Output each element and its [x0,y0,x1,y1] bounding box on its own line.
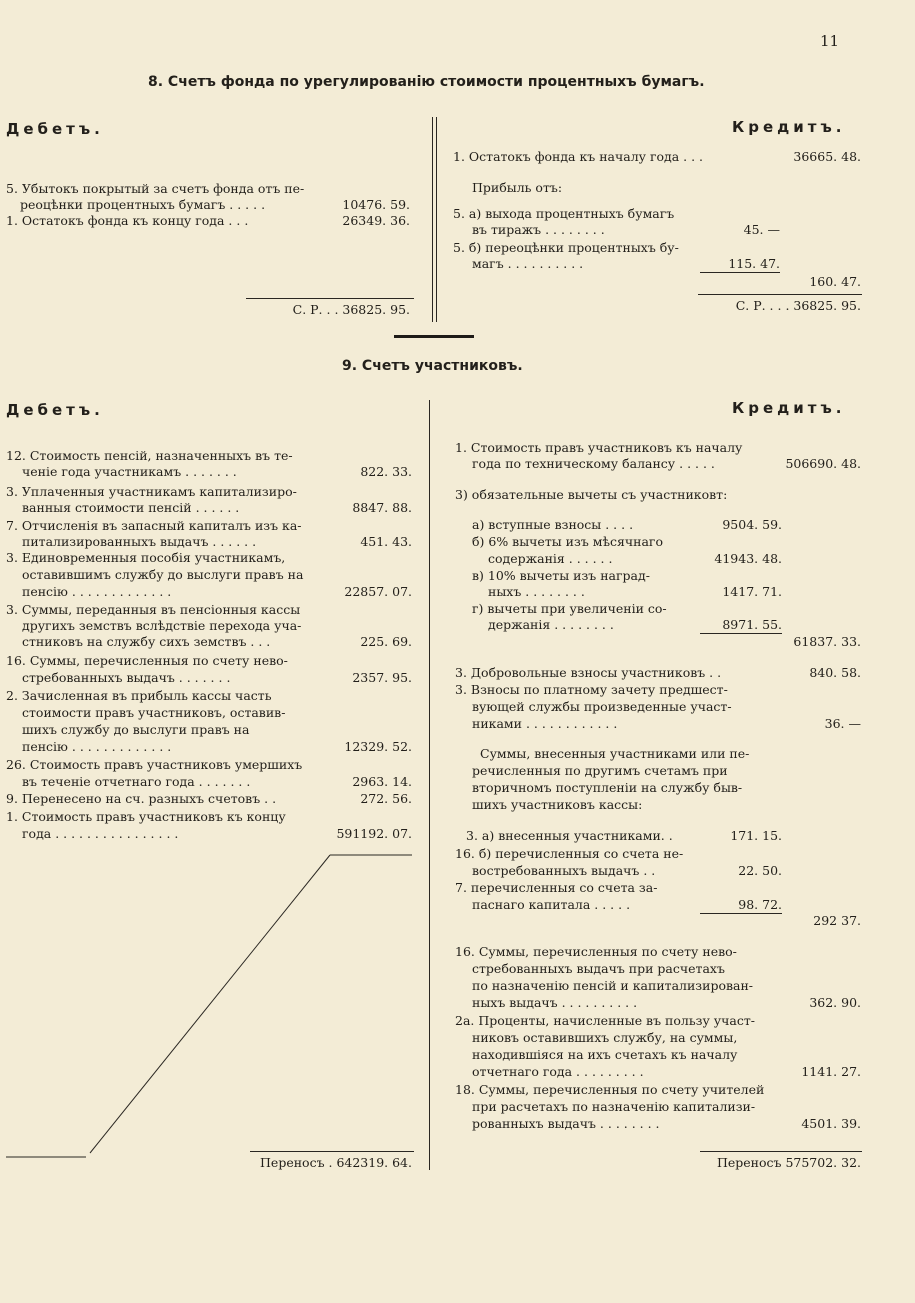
s9-debit-line: 3. Суммы, переданныя въ пенсіонныя кассы [6,602,301,617]
page-number: 11 [820,32,840,50]
s9-debit-line: 1. Стоимость правъ участниковъ къ концу [6,809,286,824]
s9-credit-subamount: 1417. 71. [722,584,782,599]
section-9-credit-header: Кредитъ. [732,399,846,417]
s9-debit-line: 12. Стоимость пенсій, назначенныхъ въ те- [6,448,293,463]
s9-debit-line: 3. Уплаченныя участникамъ капитализиро- [6,484,297,499]
s8-column-divider [436,117,437,322]
s9-credit-line: востребованныхъ выдачъ . . [472,863,656,878]
s9-credit-amount: 506690. 48. [785,456,861,471]
s8-column-divider [432,117,433,322]
s9-credit-line: 3. Взносы по платному зачету предшест- [455,682,728,697]
s9-credit-line: вторичномъ поступленіи на службу быв- [472,780,743,795]
s9-credit-line: 2а. Проценты, начисленные въ пользу участ- [455,1013,755,1028]
s9-credit-amount: 292 37. [813,913,861,928]
s9-credit-line: ныхъ выдачъ . . . . . . . . . . [472,995,638,1010]
s8-debit-line: 5. Убытокъ покрытый за счетъ фонда отъ пе- [6,181,305,196]
s8-debit-amount: 26349. 36. [342,213,410,228]
s8-debit-amount: 10476. 59. [342,197,410,212]
s9-debit-line: 7. Отчисленія въ запасный капиталъ изъ ка- [6,518,302,533]
s9-credit-line: б) 6% вычеты изъ мѣсячнаго [472,534,664,549]
s9-debit-amount: 22857. 07. [344,584,412,599]
s9-credit-amount: 1141. 27. [801,1064,861,1079]
s9-credit-subamount: 98. 72. [738,897,782,912]
s9-debit-line: 26. Стоимость правъ участниковъ умершихъ [6,757,303,772]
s9-credit-line: 3) обязательные вычеты съ участниковт: [455,487,728,502]
s9-credit-line: вующей службы произведенные участ- [472,699,732,714]
section-separator [394,335,474,338]
s9-credit-subamount: 41943. 48. [714,551,782,566]
s9-credit-amount: 61837. 33. [793,634,861,649]
s9-debit-line: года . . . . . . . . . . . . . . . . [22,826,179,841]
s8-debit-total: С. Р. . . 36825. 95. [292,302,410,317]
s9-debit-amount: 225. 69. [360,634,412,649]
section-8-debit-header: Дебетъ. [6,120,104,138]
s9-debit-line: оставившимъ службу до выслуги правъ на [22,567,304,582]
s9-credit-subamount: 22. 50. [738,863,782,878]
s8-credit-line: 1. Остатокъ фонда къ началу года . . . [453,149,704,164]
s9-debit-amount: 8847. 88. [352,500,412,515]
s8-credit-subamount: 45. — [743,222,780,237]
s9-credit-subrule [700,913,782,914]
s9-debit-line: ванныя стоимости пенсій . . . . . . [22,500,240,515]
s8-credit-subrule [700,272,780,273]
s9-credit-carry: Переносъ 575702. 32. [716,1155,861,1170]
s8-credit-line: 5. б) переоцѣнки процентныхъ бу- [453,240,679,255]
s9-debit-amount: 822. 33. [360,464,412,479]
section-9-debit-header: Дебетъ. [6,401,104,419]
blank-space-strike [0,845,430,1165]
s9-credit-subamount: 8971. 55. [722,617,782,632]
s9-credit-line: отчетнаго года . . . . . . . . . [472,1064,644,1079]
s9-debit-line: 9. Перенесено на сч. разныхъ счетовъ . . [6,791,277,806]
s8-credit-amount: 36665. 48. [793,149,861,164]
s9-debit-amount: 591192. 07. [336,826,412,841]
s9-credit-line: речисленныя по другимъ счетамъ при [472,763,728,778]
s9-credit-line: стребованныхъ выдачъ при расчетахъ [472,961,725,976]
s9-credit-line: 16. Суммы, перечисленныя по счету нево- [455,944,737,959]
s9-credit-line: никовъ оставившихъ службу, на суммы, [472,1030,738,1045]
s9-debit-amount: 272. 56. [360,791,412,806]
s9-credit-line: держанія . . . . . . . . [488,617,614,632]
s9-debit-amount: 2963. 14. [352,774,412,789]
s9-debit-line: 2. Зачисленная въ прибыль кассы часть [6,688,272,703]
s9-debit-line: стоимости правъ участниковъ, оставив- [22,705,286,720]
s9-credit-line: ныхъ . . . . . . . . [488,584,585,599]
s9-credit-subrule [700,633,782,634]
s9-credit-amount: 36. — [824,716,861,731]
s9-credit-line: содержанія . . . . . . [488,551,613,566]
s9-credit-line: по назначенію пенсій и капитализирован- [472,978,754,993]
s9-debit-line: 3. Единовременныя пособія участникамъ, [6,550,286,565]
s9-debit-amount: 12329. 52. [344,739,412,754]
s9-debit-line: пенсію . . . . . . . . . . . . . [22,739,172,754]
section-9-title: 9. Счетъ участниковъ. [342,358,523,374]
s8-credit-line: Прибыль отъ: [472,180,563,195]
s9-credit-line: а) вступные взносы . . . . [472,517,634,532]
s9-debit-amount: 2357. 95. [352,670,412,685]
s9-credit-line: Суммы, внесенныя участниками или пе- [480,746,750,761]
s8-debit-line: 1. Остатокъ фонда къ концу года . . . [6,213,249,228]
s9-credit-line: 1. Стоимость правъ участниковъ къ началу [455,440,743,455]
section-8-credit-header: Кредитъ. [732,118,846,136]
s9-credit-line: никами . . . . . . . . . . . . [472,716,618,731]
s9-debit-line: 16. Суммы, перечисленныя по счету нево- [6,653,288,668]
s9-debit-rule [250,1151,414,1152]
s9-credit-line: шихъ участниковъ кассы: [472,797,643,812]
s9-credit-subamount: 171. 15. [730,828,782,843]
s8-credit-total: С. Р. . . . 36825. 95. [735,298,861,313]
s9-debit-line: питализированныхъ выдачъ . . . . . . [22,534,257,549]
s9-credit-line: 3. Добровольные взносы участниковъ . . [455,665,722,680]
s8-credit-rule [698,294,862,295]
s8-credit-line: магъ . . . . . . . . . . [472,256,584,271]
s9-credit-line: 18. Суммы, перечисленныя по счету учителей [455,1082,765,1097]
s9-credit-amount: 840. 58. [809,665,861,680]
s9-credit-subamount: 9504. 59. [722,517,782,532]
s8-debit-rule [246,298,414,299]
s8-credit-amount: 160. 47. [809,274,861,289]
s8-credit-subamount: 115. 47. [728,256,780,271]
s9-credit-line: в) 10% вычеты изъ наград- [472,568,650,583]
s9-credit-line: г) вычеты при увеличеніи со- [472,601,667,616]
s9-credit-line: 16. б) перечисленныя со счета не- [455,846,684,861]
s9-debit-line: стребованныхъ выдачъ . . . . . . . [22,670,231,685]
s8-debit-line: реоцѣнки процентныхъ бумагъ . . . . . [20,197,266,212]
s9-credit-amount: 4501. 39. [801,1116,861,1131]
s9-debit-amount: 451. 43. [360,534,412,549]
section-8-title: 8. Счетъ фонда по урегулированію стоимости процентныхъ бумагъ. [148,74,705,90]
s9-debit-line: въ теченіе отчетнаго года . . . . . . . [22,774,251,789]
s9-credit-line: находившіяся на ихъ счетахъ къ началу [472,1047,738,1062]
s9-debit-line: ченіе года участникамъ . . . . . . . [22,464,237,479]
s9-debit-carry: Переносъ . 642319. 64. [260,1155,412,1170]
s9-credit-line: рованныхъ выдачъ . . . . . . . . [472,1116,660,1131]
s9-debit-line: пенсію . . . . . . . . . . . . . [22,584,172,599]
s9-credit-rule [700,1151,862,1152]
s9-debit-line: шихъ службу до выслуги правъ на [22,722,250,737]
s8-credit-line: въ тиражъ . . . . . . . . [472,222,605,237]
s9-credit-line: 3. а) внесенныя участниками. . [466,828,673,843]
s9-credit-line: паснаго капитала . . . . . [472,897,631,912]
s9-credit-amount: 362. 90. [809,995,861,1010]
s8-credit-line: 5. а) выхода процентныхъ бумагъ [453,206,675,221]
s9-credit-line: при расчетахъ по назначенію капитализи- [472,1099,756,1114]
s9-credit-line: 7. перечисленныя со счета за- [455,880,658,895]
s9-credit-line: года по техническому балансу . . . . . [472,456,715,471]
s9-debit-line: стниковъ на службу сихъ земствъ . . . [22,634,271,649]
s9-debit-line: другихъ земствъ вслѣдствіе перехода уча- [22,618,302,633]
